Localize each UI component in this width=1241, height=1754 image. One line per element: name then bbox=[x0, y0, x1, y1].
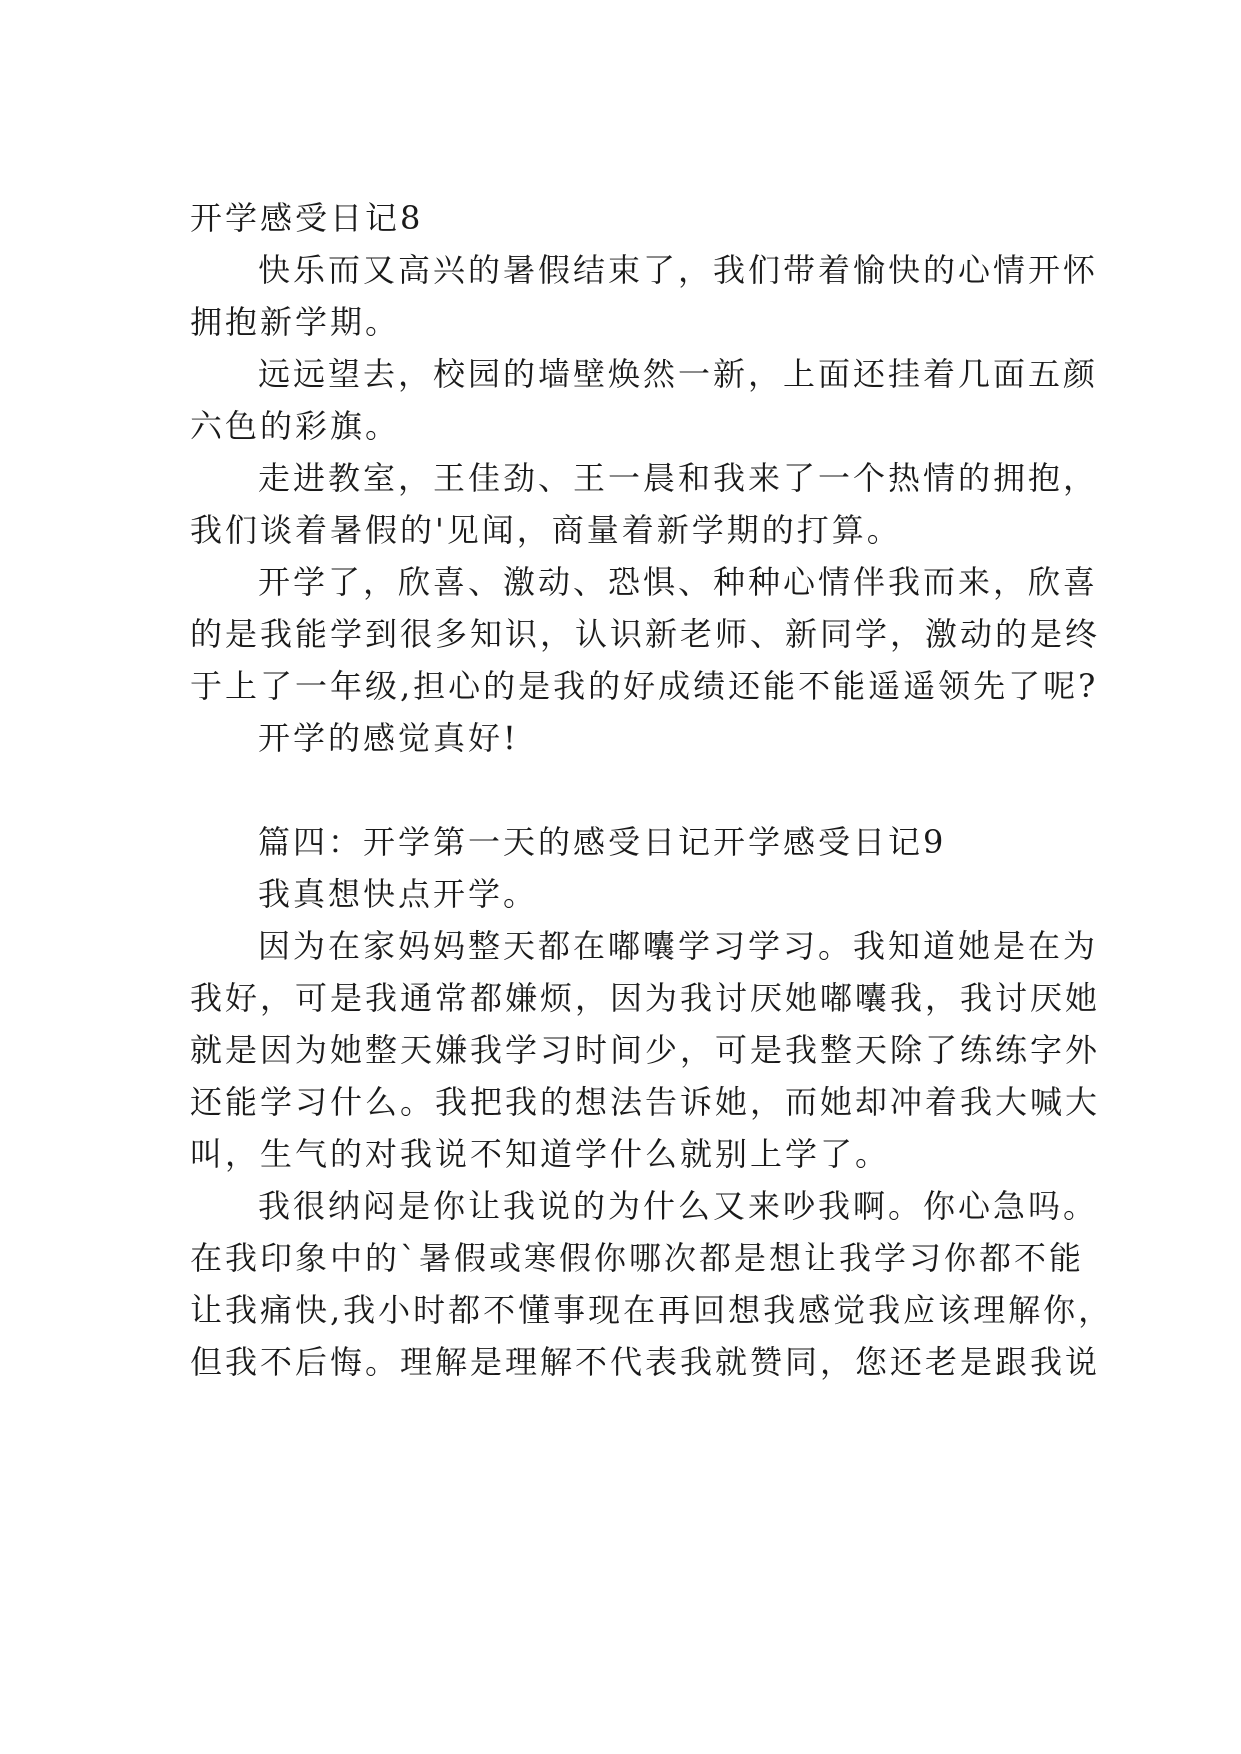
section-heading: 篇四：开学第一天的感受日记开学感受日记9 bbox=[258, 823, 947, 861]
paragraph-line: 快乐而又高兴的暑假结束了，我们带着愉快的心情开怀 bbox=[258, 251, 1099, 289]
paragraph-line: 的是我能学到很多知识，认识新老师、新同学，激动的是终 bbox=[190, 615, 1101, 653]
paragraph-line: 走进教室，王佳劲、王一晨和我来了一个热情的拥抱， bbox=[258, 459, 1099, 497]
paragraph-line: 就是因为她整天嫌我学习时间少，可是我整天除了练练字外 bbox=[190, 1031, 1101, 1069]
paragraph-line: 还能学习什么。我把我的想法告诉她，而她却冲着我大喊大 bbox=[190, 1083, 1101, 1121]
section-heading: 开学感受日记8 bbox=[190, 199, 424, 237]
paragraph-line: 于上了一年级,担心的是我的好成绩还能不能遥遥领先了呢? bbox=[190, 667, 1099, 705]
paragraph-line: 远远望去，校园的墙壁焕然一新，上面还挂着几面五颜 bbox=[258, 355, 1099, 393]
paragraph-line: 叫，生气的对我说不知道学什么就别上学了。 bbox=[190, 1135, 891, 1173]
paragraph-line: 六色的彩旗。 bbox=[190, 407, 401, 445]
paragraph-line: 我好，可是我通常都嫌烦，因为我讨厌她嘟囔我，我讨厌她 bbox=[190, 979, 1101, 1017]
paragraph-line: 因为在家妈妈整天都在嘟囔学习学习。我知道她是在为 bbox=[258, 927, 1099, 965]
paragraph-line: 但我不后悔。理解是理解不代表我就赞同，您还老是跟我说 bbox=[190, 1343, 1101, 1381]
paragraph-line: 我很纳闷是你让我说的为什么又来吵我啊。你心急吗。 bbox=[258, 1187, 1099, 1225]
paragraph-line: 让我痛快,我小时都不懂事现在再回想我感觉我应该理解你， bbox=[190, 1291, 1114, 1329]
paragraph-line: 拥抱新学期。 bbox=[190, 303, 401, 341]
paragraph-line: 在我印象中的`暑假或寒假你哪次都是想让我学习你都不能 bbox=[190, 1239, 1085, 1277]
paragraph-line: 我真想快点开学。 bbox=[258, 875, 539, 913]
paragraph-line: 开学的感觉真好! bbox=[258, 719, 519, 757]
paragraph-line: 我们谈着暑假的'见闻，商量着新学期的打算。 bbox=[190, 511, 902, 549]
paragraph-line: 开学了，欣喜、激动、恐惧、种种心情伴我而来，欣喜 bbox=[258, 563, 1099, 601]
